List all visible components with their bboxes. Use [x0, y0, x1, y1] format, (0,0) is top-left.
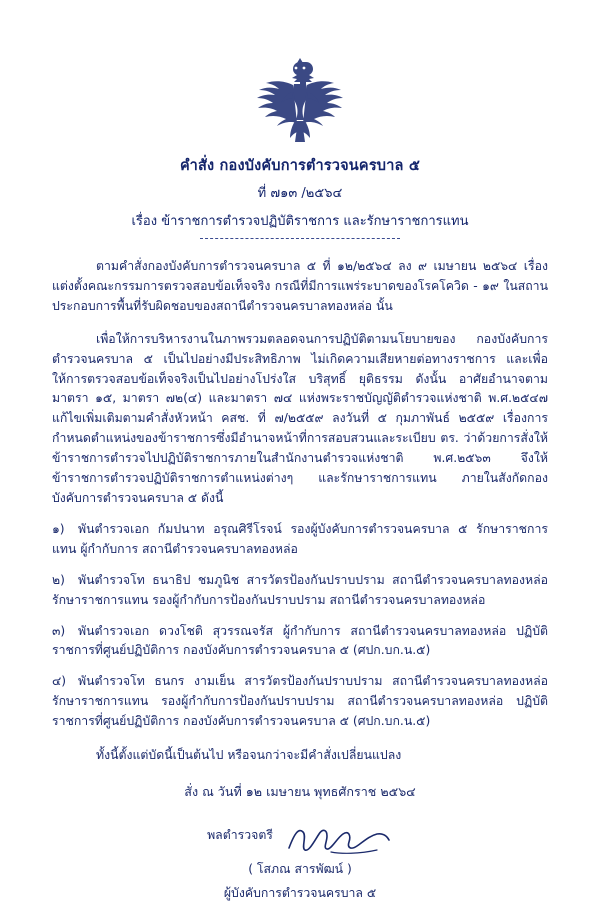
garuda-emblem-icon — [248, 58, 352, 142]
list-item-lead: ๔) — [52, 674, 67, 689]
closing-statement — [52, 746, 548, 766]
paragraph-1-text: ตามคำสั่งกองบังคับการตำรวจนครบาล ๕ ที่ ๑๒/๒๕๖๔ ลง ๙ เมษายน ๒๕๖๔ เรื่อง แต่งตั้งคณะกรรมการตรวจสอบข้อเท็จจริง กรณีที่มีการแพร่ระบาดของโรคโควิด - ๑๙ ในสถานประกอบการพื้นที่รับผิดชอบของสถานีตำรวจนครบาลทองหล่อ นั้น — [52, 259, 548, 313]
header-divider — [200, 238, 400, 239]
list-item-text: พันตำรวจโท ธนาธิป ชมภูนิช สารวัตรป้องกันปราบปราม สถานีตำรวจนครบาลทองหล่อ รักษาราชการแทน รองผู้กำกับการป้องกันปราบปราม สถานีตำรวจนครบาลทองหล่อ — [52, 572, 548, 607]
paragraph-2 — [52, 330, 548, 509]
paragraph-2-text: เพื่อให้การบริหารงานในภาพรวมตลอดจนการปฏิบัติตามนโยบายของ กองบังคับการตำรวจนครบาล ๕ เป็นไปอย่างมีประสิทธิภาพ ไม่เกิดความเสียหายต่อทางราชการ และเพื่อให้การตรวจสอบข้อเท็จจริงเป็นไปอย่างโปร่งใส บริสุทธิ์ ยุติธรรม ดังนั้น อาศัยอำนาจตามมาตรา ๑๕, มาตรา ๗๒(๔) และมาตรา ๗๔ แห่งพระราชบัญญัติตำรวจแห่งชาติ พ.ศ.๒๕๔๗ แก้ไขเพิ่มเติมตามคำสั่งหัวหน้า คสช. ที่ ๗/๒๕๕๙ ลงวันที่ ๕ กุมภาพันธ์ ๒๕๕๙ เรื่องการกำหนดตำแหน่งของข้าราชการซึ่งมีอำนาจหน้าที่การสอบสวนและระเบียบ ตร. ว่าด้วยการสั่งให้ข้าราชการตำรวจไปปฏิบัติราชการภายในสำนักงานตำรวจแห่งชาติ พ.ศ.๒๕๖๓ จึงให้ข้าราชการตำรวจปฏิบัติราชการตำแหน่งต่างๆ และรักษาราชการแทน ภายในสังกัดกองบังคับการตำรวจนครบาล ๕ ดังนี้ — [52, 331, 548, 505]
list-item-lead: ๑) — [52, 521, 65, 536]
list-item — [52, 571, 548, 611]
document-subject: เรื่อง ข้าราชการตำรวจปฏิบัติราชการ และรักษาราชการแทน — [131, 214, 469, 229]
handwritten-signature-icon — [285, 822, 393, 856]
signature-block — [52, 822, 548, 904]
document-number: ที่ ๗๑๓ /๒๕๖๔ — [257, 186, 343, 201]
closing-text: ทั้งนี้ตั้งแต่บัดนี้เป็นต้นไป หรือจนกว่าจะมีคำสั่งเปลี่ยนแปลง — [96, 748, 402, 763]
document-body — [52, 257, 548, 904]
signer-name: ( โสภณ สารพัฒน์ ) — [248, 862, 352, 877]
signer-position: ผู้บังคับการตำรวจนครบาล ๕ — [223, 886, 377, 901]
signature-row — [52, 822, 548, 850]
list-item-lead: ๓) — [52, 623, 66, 638]
signer-rank: พลตำรวจตรี — [207, 828, 273, 843]
paragraph-1 — [52, 257, 548, 317]
page-title: คำสั่ง กองบังคับการตำรวจนครบาล ๕ — [179, 158, 421, 174]
list-item-text: พันตำรวจเอก กัมปนาท อรุณศิรีโรจน์ รองผู้บังคับการตำรวจนครบาล ๕ รักษาราชการแทน ผู้กำกับการ สถานีตำรวจนครบาลทองหล่อ — [52, 521, 548, 556]
order-date: สั่ง ณ วันที่ ๑๒ เมษายน พุทธศักราช ๒๕๖๔ — [184, 783, 416, 799]
document-header — [0, 154, 600, 239]
list-item — [52, 672, 548, 732]
list-item-lead: ๒) — [52, 572, 65, 587]
list-item-text: พันตำรวจเอก ดวงโชติ สุวรรณจรัส ผู้กำกับการ สถานีตำรวจนครบาลทองหล่อ ปฏิบัติราชการที่ศูนย์ปฏิบัติการ กองบังคับการตำรวจนครบาล ๕ (ศปก.บก.น.๕) — [52, 623, 548, 658]
emblem-container — [0, 0, 600, 148]
list-item — [52, 622, 548, 662]
list-item — [52, 520, 548, 560]
list-item-text: พันตำรวจโท ธนกร งามเย็น สารวัตรป้องกันปราบปราม สถานีตำรวจนครบาลทองหล่อ รักษาราชการแทน รองผู้กำกับการป้องกันปราบปราม สถานีตำรวจนครบาลทองหล่อ ปฏิบัติราชการที่ศูนย์ปฏิบัติการ กองบังคับการตำรวจนครบาล ๕ (ศปก.บก.น.๕) — [52, 674, 548, 729]
